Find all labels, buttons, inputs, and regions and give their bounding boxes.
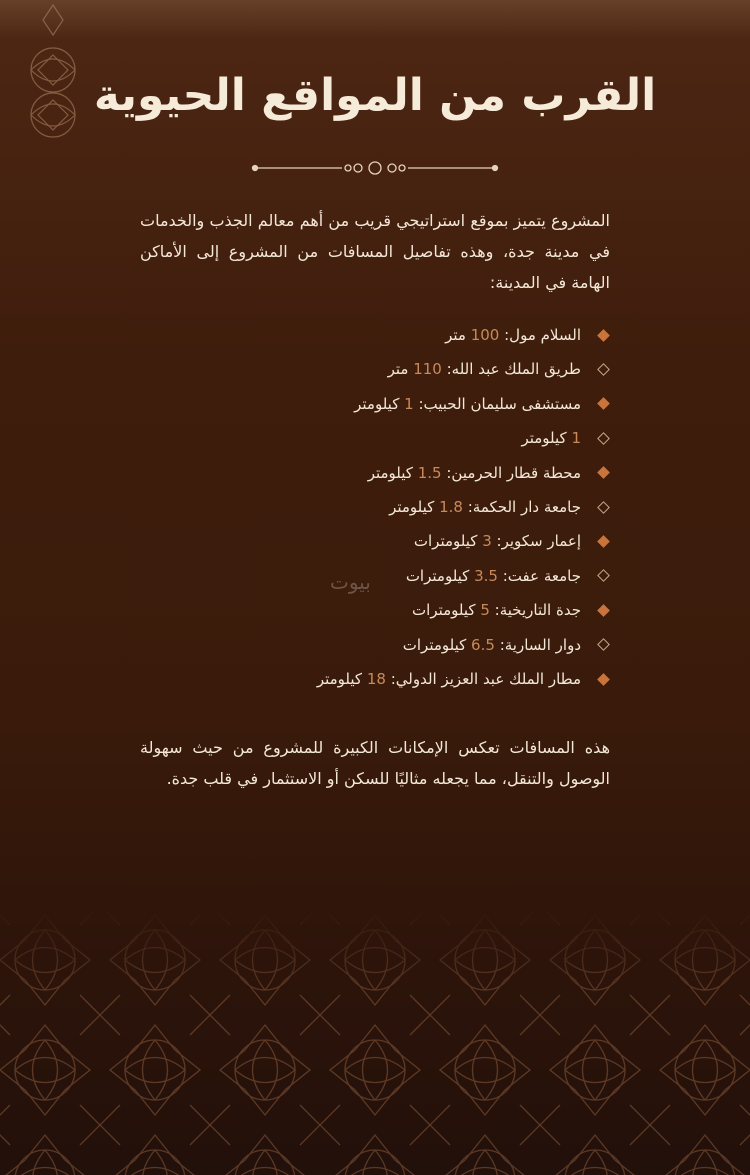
location-item [140, 456, 610, 490]
location-name: مستشفى سليمان الحبيب: [418, 394, 581, 413]
location-distance-value: 18 [366, 669, 386, 688]
location-name: إعمار سكوير: [496, 532, 581, 551]
location-distance-value: 3.5 [474, 566, 498, 585]
geometric-pattern-icon [0, 905, 750, 1175]
location-distance-value: 100 [470, 326, 500, 344]
location-name: محطة قطار الحرمين: [446, 463, 581, 482]
intro-paragraph: المشروع يتميز بموقع استراتيجي قريب من أهم معالم الجذب والخدمات في مدينة جدة، وهذه تفاصيل المسافات من المشروع إلى الأماكن الهامة في المدينة: [140, 211, 610, 292]
ornamental-divider-icon [250, 156, 500, 180]
diamond-bullet-icon [597, 673, 610, 686]
location-item [140, 318, 610, 352]
diamond-bullet-icon [597, 363, 610, 376]
location-name: جامعة دار الحكمة: [467, 497, 581, 516]
location-name: مطار الملك عبد العزيز الدولي: [390, 669, 581, 688]
location-distance-unit: كيلومتر [367, 463, 413, 482]
location-distance-value: 3 [482, 532, 492, 551]
location-distance-value: 1.5 [417, 463, 442, 482]
location-name: السلام مول: [504, 326, 581, 344]
diamond-bullet-icon [597, 432, 610, 445]
location-distance-unit: كيلومتر [521, 429, 567, 448]
location-item [140, 593, 610, 627]
diamond-bullet-icon [597, 570, 610, 583]
location-item [140, 559, 610, 593]
diamond-bullet-icon [597, 398, 610, 411]
location-item [140, 421, 610, 455]
diamond-bullet-icon [597, 604, 610, 617]
location-item [140, 490, 610, 524]
location-item [140, 662, 610, 696]
location-distance-unit: كيلومترات [412, 601, 476, 620]
location-distance-unit: كيلومترات [413, 532, 478, 551]
location-item [140, 387, 610, 421]
outro-paragraph: هذه المسافات تعكس الإمكانات الكبيرة للمشروع من حيث سهولة الوصول والتنقل، مما يجعله مثاليًا للسكن أو الاستثمار في قلب جدة. [140, 738, 610, 788]
location-name: جدة التاريخية: [494, 601, 581, 620]
diamond-bullet-icon [597, 329, 610, 342]
location-distance-unit: كيلومتر [354, 394, 400, 413]
locations-list [140, 318, 610, 696]
location-item [140, 524, 610, 558]
location-name: دوار السارية: [499, 635, 581, 654]
location-name: طريق الملك عبد الله: [446, 360, 581, 379]
location-distance-value: 5 [480, 601, 490, 620]
location-distance-unit: متر [445, 326, 466, 344]
top-banner-strip [0, 0, 750, 40]
diamond-bullet-icon [597, 535, 610, 548]
location-item [140, 352, 610, 386]
page-title: القرب من المواقع الحيوية [93, 70, 657, 121]
location-name: جامعة عفت: [502, 566, 581, 585]
diamond-bullet-icon [597, 638, 610, 651]
location-distance-unit: متر [387, 360, 409, 379]
location-item [140, 628, 610, 662]
location-distance-value: 6.5 [471, 635, 495, 654]
diamond-bullet-icon [597, 466, 610, 479]
watermark: بيوت [330, 570, 371, 594]
location-distance-unit: كيلومترات [402, 635, 467, 654]
diamond-bullet-icon [597, 501, 610, 514]
location-distance-value: 110 [413, 360, 442, 379]
location-distance-unit: كيلومتر [316, 669, 363, 688]
location-distance-unit: كيلومترات [405, 566, 470, 585]
location-distance-value: 1 [571, 429, 581, 448]
location-distance-value: 1 [404, 394, 414, 413]
location-distance-unit: كيلومتر [389, 497, 435, 516]
location-distance-value: 1.8 [439, 497, 463, 516]
